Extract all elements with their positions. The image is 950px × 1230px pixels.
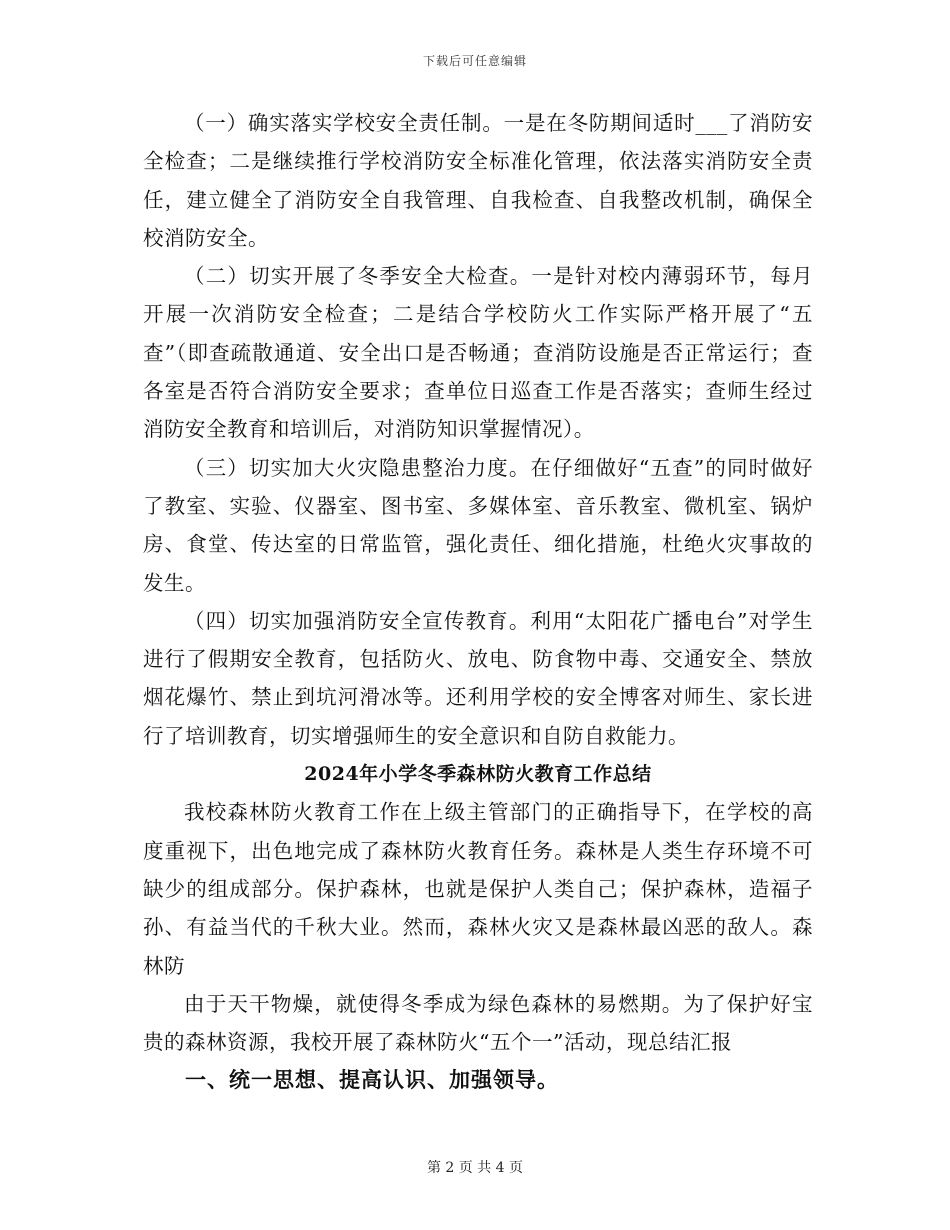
paragraph-publicity-education: （四）切实加强消防安全宣传教育。利用“太阳花广播电台”对学生进行了假期安全教育，包括防火、放电、防食物中毒、交通安全、禁放烟花爆竹、禁止到坑河滑冰等。还利用学校的安全博客对师生、家长进行了培训教育，切实增强师生的安全意识和自防自救能力。	[143, 608, 813, 748]
paragraph-inspection: （二）切实开展了冬季安全大检查。一是针对校内薄弱环节，每月开展一次消防安全检查；二是结合学校防火工作实际严格开展了“五查”（即查疏散通道、安全出口是否畅通；查消防设施是否正常运行；查各室是否符合消防安全要求；查单位日巡查工作是否落实；查师生经过消防安全教育和培训后，对消防知识掌握情况）。	[143, 264, 813, 442]
paragraph-intro: 我校森林防火教育工作在上级主管部门的正确指导下，在学校的高度重视下，出色地完成了森林防火教育任务。森林是人类生存环境不可缺少的组成部分。保护森林，也就是保护人类自己；保护森林，造福子孙、有益当代的千秋大业。然而，森林火灾又是森林最凶恶的敌人。森林防	[143, 800, 813, 978]
section-heading: 一、统一思想、提高认识、加强领导。	[185, 1067, 559, 1093]
document-body	[143, 104, 813, 1100]
paragraph-hazard-rectification: （三）切实加大火灾隐患整治力度。在仔细做好“五查”的同时做好了教室、实验、仪器室、图书室、多媒体室、音乐教室、微机室、锅炉房、食堂、传达室的日常监管，强化责任、细化措施，杜绝火灾事故的发生。	[143, 455, 813, 595]
paragraph-responsibility: （一）确实落实学校安全责任制。一是在冬防期间适时___了消防安全检查；二是继续推行学校消防安全标准化管理，依法落实消防安全责任，建立健全了消防安全自我管理、自我检查、自我整改机制，确保全校消防安全。	[143, 111, 813, 250]
page-header: 下载后可任意编辑	[422, 54, 527, 68]
paragraph-activity: 由于天干物燥，就使得冬季成为绿色森林的易燃期。为了保护好宝贵的森林资源，我校开展了森林防火“五个一”活动，现总结汇报	[143, 991, 813, 1055]
page-footer: 第 2 页 共 4 页	[426, 1160, 524, 1176]
section-title: 2024年小学冬季森林防火教育工作总结	[304, 763, 652, 786]
